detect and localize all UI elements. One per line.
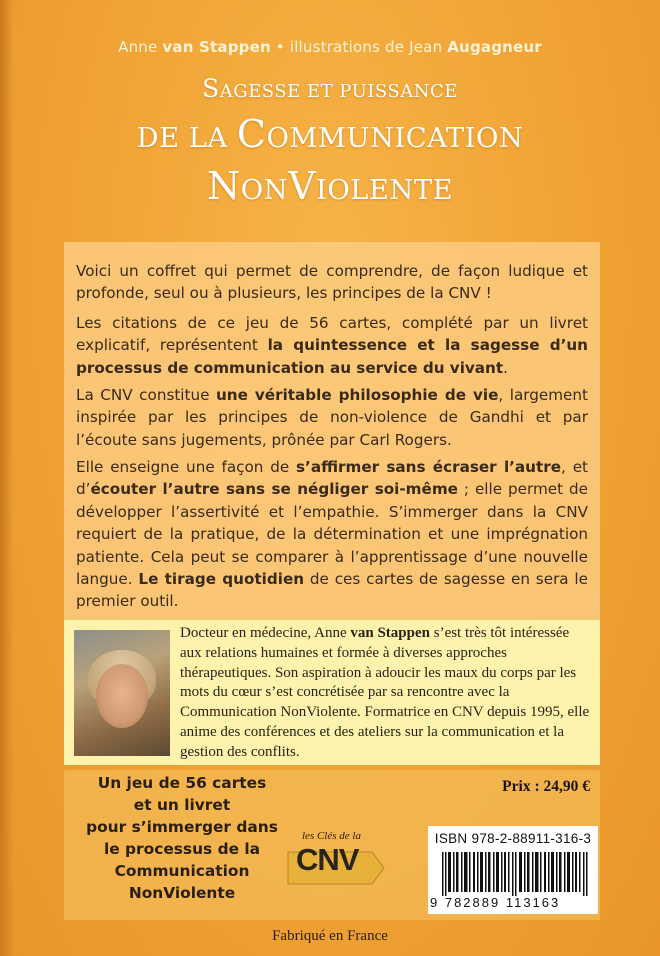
author-bio-box — [64, 618, 600, 765]
p4-text-c: , et d’ — [76, 458, 588, 499]
barcode — [428, 826, 598, 914]
p2-text-a: Les citations de ce jeu de 56 cartes, complété par un livret explicatif, représentent — [76, 314, 588, 355]
description-paragraph-3 — [76, 384, 588, 451]
title-line-3-iolente: IOLENTE — [316, 175, 454, 206]
title-line-3 — [0, 164, 660, 208]
p4-bold-3: Le tirage quotidien — [138, 570, 305, 589]
author-photo-face — [96, 664, 148, 728]
promo-line-5: Communication — [114, 862, 250, 880]
p4-text-g: de ces cartes de sagesse en sera le premier outil. — [76, 570, 588, 611]
description-paragraph-4 — [76, 456, 588, 613]
title-line-3-on: ON — [240, 175, 289, 206]
illustrator-name: Augagneur — [447, 38, 542, 56]
author-credit — [0, 38, 660, 56]
promo-line-2: et un livret — [133, 796, 231, 814]
p4-bold-2: écouter l’autre sans se négliger soi-même — [90, 480, 458, 499]
title-line-3-initial-v: V — [288, 164, 317, 208]
barcode-bars — [442, 852, 592, 896]
description-paragraph-2 — [76, 312, 588, 379]
title-line-2 — [0, 112, 660, 156]
description-paragraph-1 — [76, 260, 588, 305]
description-panel — [64, 242, 600, 627]
author-bio-text — [180, 624, 590, 763]
p4-bold-1: s’affirmer sans écraser l’autre — [296, 458, 562, 476]
cles-de-la-cnv-logo — [280, 830, 390, 914]
p3-text-a: La CNV constitue — [76, 386, 216, 404]
p3-text-c: , largement inspirée par les principes de non-violence de Gandhi et par l’écoute sans jugements, prônée par Carl Rogers. — [76, 386, 588, 449]
lower-info-box — [64, 770, 600, 920]
p2-bold: la quintessence et la sagesse d’un processus de communication au service du vivant — [76, 336, 588, 377]
p3-bold: une véritable philosophie de vie — [215, 386, 499, 404]
bio-text-a: Docteur en médecine, Anne — [180, 625, 351, 641]
isbn-number: ISBN 978-2-88911-316-3 — [434, 831, 592, 846]
logo-cnv-text: CNV — [296, 842, 359, 877]
made-in-france: Fabriqué en France — [272, 928, 388, 944]
author-name: van Stappen — [162, 38, 271, 56]
promo-text — [64, 772, 300, 904]
p4-text-e: ; elle permet de développer l’assertivité et l’empathie. S’immerger dans la CNV requiert de la pratique, de la détermination et une imprégnation patiente. Cela peut se comparer à l’apprentissage d’une nouvelle langue. — [76, 480, 589, 589]
ean-digits: 9 782889 113163 — [430, 895, 561, 910]
illustrator-prefix: • illustrations de Jean — [270, 38, 448, 56]
author-name-prefix: Anne — [118, 38, 163, 56]
title-line-1-rest: AGESSE ET PUISSANCE — [219, 81, 458, 102]
author-photo — [74, 630, 170, 756]
title-line-3-initial-n: N — [206, 164, 241, 208]
promo-line-4: le processus de la — [103, 840, 261, 858]
bio-author-name: van Stappen — [350, 625, 430, 641]
title-line-2-prefix: DE LA — [136, 123, 237, 154]
p1-text: Voici un coffret qui permet de comprendre, de façon ludique et profonde, seul ou à plusieurs, les principes de la CNV ! — [76, 262, 588, 303]
title-line-1 — [0, 74, 660, 103]
title-line-1-initial: S — [202, 74, 220, 103]
promo-line-6: NonViolente — [128, 884, 236, 902]
bio-text-c: s’est très tôt intéressée aux relations humaines et formée à diverses approches thérapeutiques. Son aspiration à adoucir les maux du corps par les mots du cœur s’est concrétisée par sa rencontre avec la Communication NonViolente. Formatrice en CNV depuis 1995, elle anime des conférences et des ateliers sur la communication et la gestion des conflits. — [180, 625, 590, 760]
promo-line-1: Un jeu de 56 cartes — [97, 774, 267, 792]
price-label: Prix : 24,90 € — [502, 778, 590, 795]
title-line-2-initial: C — [236, 112, 267, 156]
promo-line-3: pour s’immerger dans — [86, 818, 278, 836]
logo-small-text: les Clés de la — [302, 830, 361, 842]
title-line-2-rest: OMMUNICATION — [266, 123, 524, 154]
p2-text-c: . — [503, 358, 508, 377]
p4-text-a: Elle enseigne une façon de — [76, 458, 297, 476]
